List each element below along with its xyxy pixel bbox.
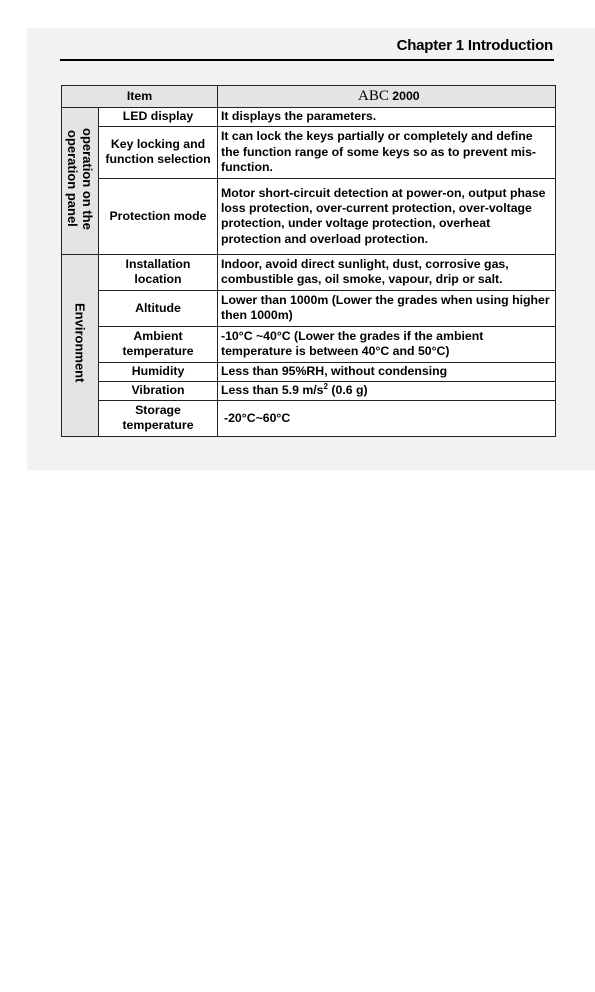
desc-cell: -20°C~60°C: [218, 400, 556, 436]
desc-cell: Less than 95%RH, without condensing: [218, 362, 556, 381]
table-row: [62, 400, 556, 436]
table-row: [62, 178, 556, 254]
table-row: [62, 326, 556, 362]
group-label-environment: [62, 254, 99, 436]
table-row: [62, 254, 556, 290]
item-cell: Ambient temperature: [99, 326, 218, 362]
model-number: 2000: [392, 89, 420, 103]
model-brand: ABC: [358, 88, 389, 104]
desc-cell: Lower than 1000m (Lower the grades when using higher then 1000m): [218, 290, 556, 326]
column-header-item: Item: [62, 86, 218, 108]
item-cell: Altitude: [99, 290, 218, 326]
item-cell: Key locking and function selection: [99, 126, 218, 178]
table-row: [62, 107, 556, 126]
item-cell: Installation location: [99, 254, 218, 290]
column-header-model: [218, 86, 556, 108]
desc-cell: It can lock the keys partially or completely and define the function range of some keys so as to prevent mis-function.: [218, 126, 556, 178]
spec-table: [61, 85, 556, 437]
desc-cell: It displays the parameters.: [218, 107, 556, 126]
table-row: [62, 290, 556, 326]
table-row: [62, 126, 556, 178]
superscript: 2: [323, 381, 328, 391]
vibration-text-post: (0.6 g): [327, 383, 368, 398]
item-cell: Storage temperature: [99, 400, 218, 436]
table-row: [62, 381, 556, 400]
item-cell: Humidity: [99, 362, 218, 381]
desc-cell: Motor short-circuit detection at power-on, output phase loss protection, over-current protection, over-voltage protection, under voltage protection, overheat protection and overload protection.: [218, 178, 556, 254]
item-cell: LED display: [99, 107, 218, 126]
item-cell: Protection mode: [99, 178, 218, 254]
group-label-operation-panel: [62, 107, 99, 254]
desc-cell: -10°C ~40°C (Lower the grades if the ambient temperature is between 40°C and 50°C): [218, 326, 556, 362]
header-rule: [60, 59, 554, 61]
table-header-row: [62, 86, 556, 108]
group-label-line: Environment: [72, 303, 88, 383]
item-cell: Vibration: [99, 381, 218, 400]
desc-cell: [218, 381, 556, 400]
table-row: [62, 362, 556, 381]
chapter-header: Chapter 1 Introduction: [396, 37, 553, 54]
group-label-line: operation on the: [80, 127, 95, 230]
desc-cell: Indoor, avoid direct sunlight, dust, corrosive gas, combustible gas, oil smoke, vapour, drip or salt.: [218, 254, 556, 290]
vibration-text: Less than 5.9 m/s: [221, 383, 324, 398]
group-label-line: operation panel: [65, 130, 80, 227]
